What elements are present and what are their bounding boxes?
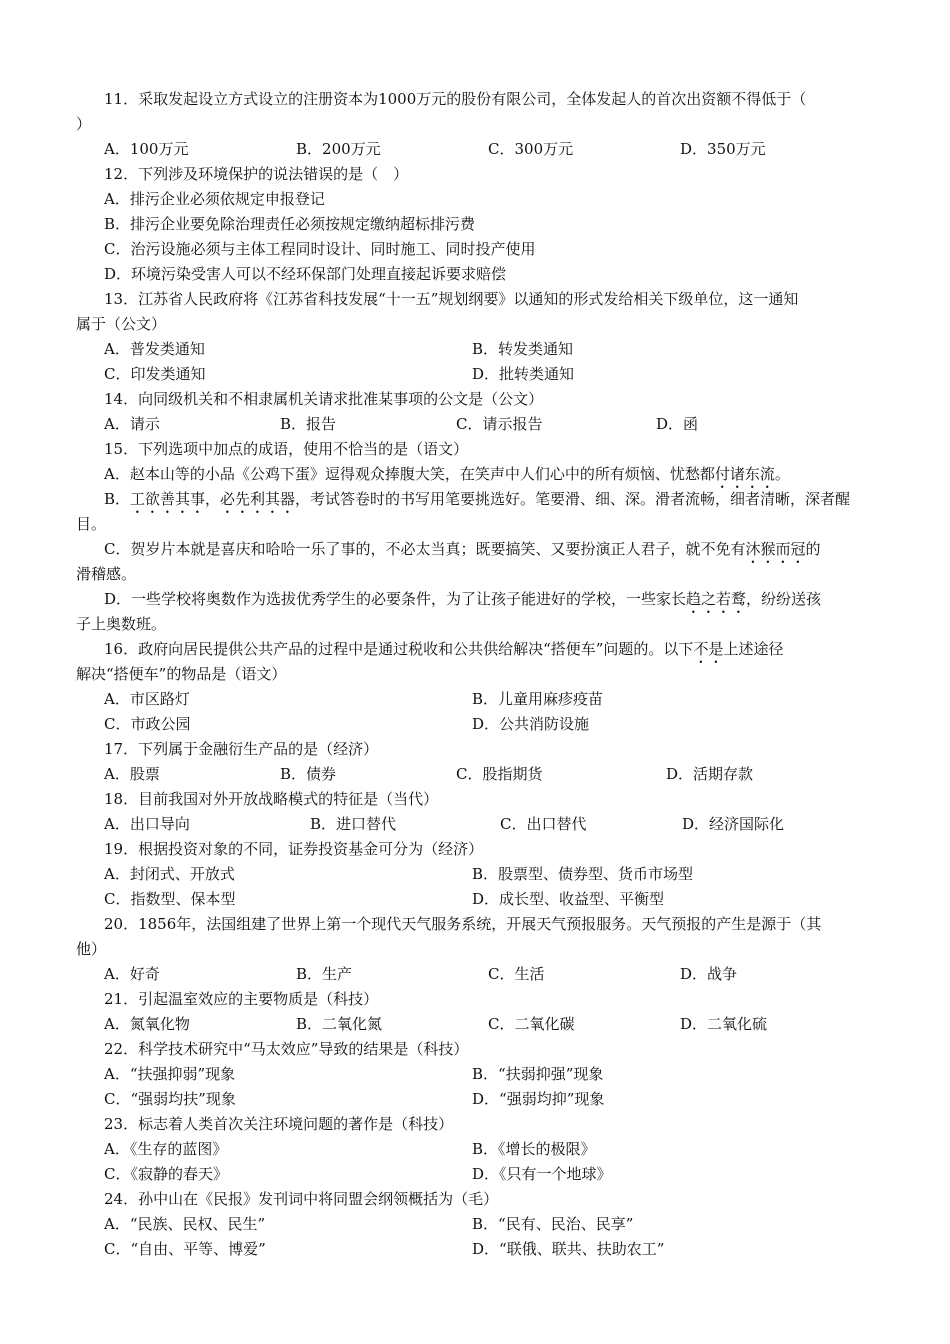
option-b: B．“扶弱抑强”现象: [472, 1065, 604, 1083]
option-c: C．《寂静的春天》: [104, 1165, 228, 1183]
question-16-cont: 解决“搭便车”的物品是（语文）: [76, 665, 287, 683]
option-d: D．成长型、收益型、平衡型: [472, 890, 665, 908]
option-c: C．生活: [488, 965, 545, 983]
option-b-line2: [76, 512, 878, 537]
option-c: C．印发类通知: [104, 365, 206, 383]
question-21-stem: 21．引起温室效应的主要物质是（科技）: [104, 990, 379, 1008]
emphasized-word: 不是: [693, 640, 724, 658]
option-d: D．战争: [680, 965, 738, 983]
question-24-options-row1: [104, 1212, 878, 1237]
option-b: B．排污企业要免除治理责任必须按规定缴纳超标排污费: [104, 215, 476, 233]
option-a: A．《生存的蓝图》: [104, 1140, 228, 1158]
option-a: A．好奇: [104, 965, 160, 983]
option-a: A．市区路灯: [104, 690, 190, 708]
question-16-options-row2: [104, 712, 878, 737]
question-15-stem: 15．下列选项中加点的成语，使用不恰当的是（语文）: [104, 440, 469, 458]
option-d: D．二氧化硫: [680, 1015, 768, 1033]
option-c-text: C．贺岁片本就是喜庆和哈哈一乐了事的，不必太当真；既要搞笑、又要扮演正人君子，就不免有: [104, 540, 746, 558]
option-c: C．300万元: [488, 140, 574, 158]
option-d: D．350万元: [680, 140, 766, 158]
question-16-text: 16．政府向居民提供公共产品的过程中是通过税收和公共供给解决“搭便车”问题的。以下: [104, 640, 694, 658]
question-13-options-row2: [104, 362, 878, 387]
option-b: B．《增长的极限》: [472, 1140, 596, 1158]
option-d-cont: 子上奥数班。: [76, 615, 167, 633]
question-16-stem-line2: [76, 662, 878, 687]
option-c: C．请示报告: [456, 415, 543, 433]
option-b-cont: 目。: [76, 515, 107, 533]
option-a: A．100万元: [104, 140, 189, 158]
option-b: B．报告: [280, 415, 337, 433]
option-b: B．二氧化氮: [296, 1015, 383, 1033]
option-c-end: 的: [805, 540, 821, 558]
option-b: B．儿童用麻疹疫苗: [472, 690, 604, 708]
option-b: B．进口替代: [310, 815, 397, 833]
question-16-options-row1: [104, 687, 878, 712]
option-b: B．债券: [280, 765, 337, 783]
option-d: D．环境污染受害人可以不经环保部门处理直接起诉要求赔偿: [104, 265, 507, 283]
option-c-line2: [76, 562, 878, 587]
option-d: D．函: [656, 415, 699, 433]
question-17-options: [104, 762, 878, 787]
question-24-stem: 24．孙中山在《民报》发刊词中将同盟会纲领概括为（毛）: [104, 1190, 499, 1208]
option-a: A．请示: [104, 415, 160, 433]
option-b-text: ，考试答卷时的书写用笔要挑选好。笔要滑、细、深。滑者流畅，细者清晰，深者醒: [295, 490, 851, 508]
question-23-options-row2: [104, 1162, 878, 1187]
option-b: B．生产: [296, 965, 353, 983]
option-a: A．“扶强抑弱”现象: [104, 1065, 236, 1083]
option-d-line1: [104, 587, 878, 612]
question-19-options-row2: [104, 887, 878, 912]
question-22-stem: 22．科学技术研究中“马太效应”导致的结果是（科技）: [104, 1040, 469, 1058]
option-d-text: D．一些学校将奥数作为选拔优秀学生的必要条件，为了让孩子能进好的学校，一些家长: [104, 590, 687, 608]
question-19-stem: 19．根据投资对象的不同，证券投资基金可分为（经济）: [104, 840, 484, 858]
emphasized-idiom: 付诸东流: [714, 465, 775, 483]
option-d: D．经济国际化: [682, 815, 785, 833]
question-18-stem: 18．目前我国对外开放战略模式的特征是（当代）: [104, 790, 439, 808]
option-c: C．市政公园: [104, 715, 191, 733]
question-14-options: [104, 412, 878, 437]
question-22-options-row1: [104, 1062, 878, 1087]
question-11-options: [104, 137, 878, 162]
question-21-options: [104, 1012, 878, 1037]
question-11-stem: [104, 87, 878, 112]
question-13-stem-line1: 13．江苏省人民政府将《江苏省科技发展“十一五”规划纲要》以通知的形式发给相关下级单位，这一通知: [104, 290, 799, 308]
question-13-options-row1: [104, 337, 878, 362]
question-23-options-row1: [104, 1137, 878, 1162]
question-16-text-end: 上述途径: [723, 640, 784, 658]
question-20-stem-line2: [76, 937, 878, 962]
option-b: B．200万元: [296, 140, 381, 158]
question-14-stem: 14．向同级机关和不相隶属机关请求批准某事项的公文是（公文）: [104, 390, 544, 408]
option-c: C．治污设施必须与主体工程同时设计、同时施工、同时投产使用: [104, 240, 536, 258]
emphasized-idiom: 趋之若鹜: [686, 590, 747, 608]
option-c-line1: [104, 537, 878, 562]
option-b-line1: [104, 487, 878, 512]
exam-document: [76, 87, 878, 1262]
option-d: D．活期存款: [666, 765, 754, 783]
option-a-text: A．赵本山等的小品《公鸡下蛋》逗得观众捧腹大笑，在笑声中人们心中的所有烦恼、忧愁都: [104, 465, 715, 483]
option-d: D．“联俄、联共、扶助农工”: [472, 1240, 665, 1258]
question-13-stem-line2: [76, 312, 878, 337]
option-d-line2: [76, 612, 878, 637]
option-a: A．排污企业必须依规定申报登记: [104, 190, 325, 208]
option-a: A．普发类通知: [104, 340, 205, 358]
option-a: A．股票: [104, 765, 160, 783]
question-16-stem-line1: [104, 637, 878, 662]
option-a: A．封闭式、开放式: [104, 865, 235, 883]
option-a: A．氮氧化物: [104, 1015, 190, 1033]
question-17-stem: 17．下列属于金融衍生产品的是（经济）: [104, 740, 379, 758]
question-11-stem-line1: 11．采取发起设立方式设立的注册资本为1000万元的股份有限公司，全体发起人的首次出资额不得低于（: [104, 90, 807, 108]
option-c-cont: 滑稽感。: [76, 565, 137, 583]
question-13-stem-line2-text: 属于（公文）: [76, 315, 167, 333]
option-a: A．出口导向: [104, 815, 190, 833]
option-b: B．“民有、民治、民享”: [472, 1215, 634, 1233]
option-b-label: B．: [104, 490, 131, 508]
question-22-options-row2: [104, 1087, 878, 1112]
option-c: C．“自由、平等、博爱”: [104, 1240, 266, 1258]
question-11-stem-cont: [76, 112, 878, 137]
question-23-stem: 23．标志着人类首次关注环境问题的著作是（科技）: [104, 1115, 454, 1133]
question-18-options: [104, 812, 878, 837]
question-19-options-row1: [104, 862, 878, 887]
option-c: C．股指期货: [456, 765, 543, 783]
option-a: [104, 462, 878, 487]
question-20-stem-line1: 20．1856年，法国组建了世界上第一个现代天气服务系统，开展天气预报服务。天气预报的产生是源于（其: [104, 915, 822, 933]
question-12-stem: 12．下列涉及环境保护的说法错误的是（ ）: [104, 165, 409, 183]
option-a-end: 。: [774, 465, 790, 483]
option-d: D．“强弱均抑”现象: [472, 1090, 605, 1108]
option-d: D．批转类通知: [472, 365, 575, 383]
option-d: D．《只有一个地球》: [472, 1165, 612, 1183]
option-c: C．指数型、保本型: [104, 890, 236, 908]
option-b: B．转发类通知: [472, 340, 574, 358]
option-b: B．股票型、债券型、货币市场型: [472, 865, 694, 883]
emphasized-idiom: 工欲善其事，必先利其器: [130, 490, 296, 508]
emphasized-idiom: 沐猴而冠: [745, 540, 806, 558]
question-24-options-row2: [104, 1237, 878, 1262]
option-c: C．“强弱均扶”现象: [104, 1090, 236, 1108]
option-d-end: ，纷纷送孩: [746, 590, 822, 608]
question-11-stem-line2: ）: [76, 115, 92, 133]
option-c: C．二氧化碳: [488, 1015, 575, 1033]
option-d: D．公共消防设施: [472, 715, 590, 733]
option-c: C．出口替代: [500, 815, 587, 833]
question-20-options: [104, 962, 878, 987]
option-a: A．“民族、民权、民生”: [104, 1215, 266, 1233]
question-20-cont: 他）: [76, 940, 107, 958]
